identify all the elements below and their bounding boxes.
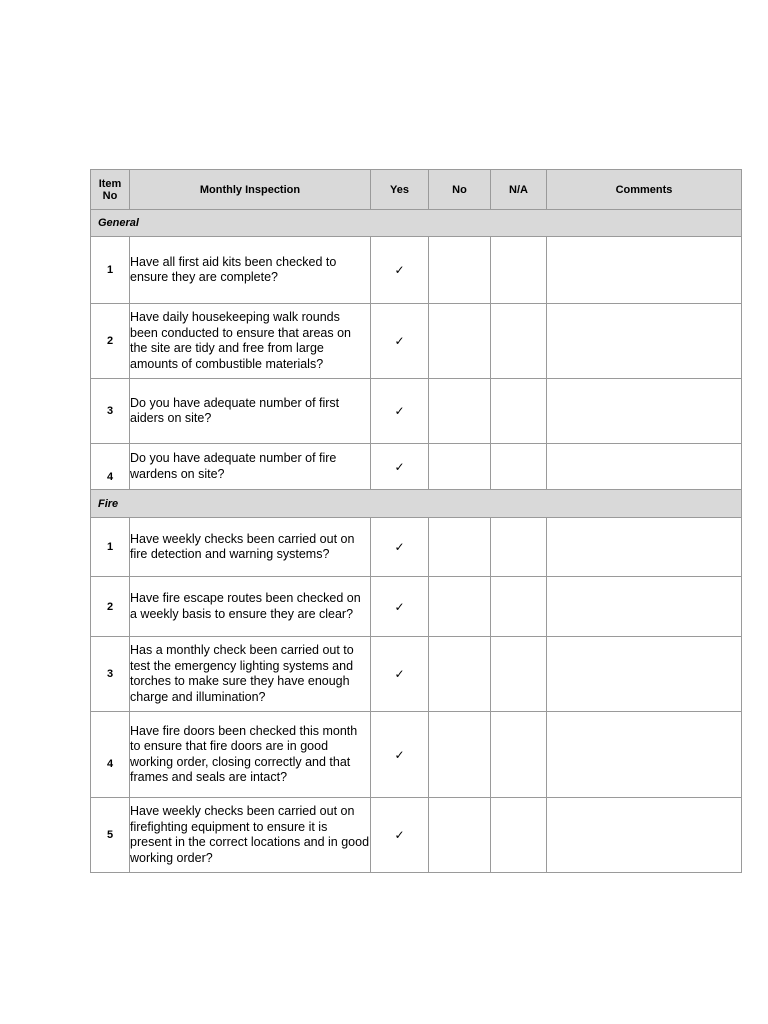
table-row (91, 304, 742, 379)
table-row (91, 518, 742, 577)
item-number: 4 (91, 712, 130, 798)
table-row (91, 444, 742, 490)
inspection-question: Have daily housekeeping walk rounds been conducted to ensure that areas on the site are tidy and free from large amounts of combustible materials? (130, 304, 371, 379)
yes-cell[interactable]: ✓ (371, 444, 429, 490)
section-title: General (91, 210, 742, 237)
item-number: 3 (91, 379, 130, 444)
yes-cell[interactable]: ✓ (371, 379, 429, 444)
inspection-question: Have fire escape routes been checked on a weekly basis to ensure they are clear? (130, 577, 371, 637)
no-cell[interactable] (429, 379, 491, 444)
na-cell[interactable] (491, 798, 547, 873)
comments-cell[interactable] (547, 379, 742, 444)
yes-cell[interactable]: ✓ (371, 518, 429, 577)
inspection-question: Do you have adequate number of fire wardens on site? (130, 444, 371, 490)
no-cell[interactable] (429, 637, 491, 712)
item-number: 2 (91, 577, 130, 637)
na-cell[interactable] (491, 518, 547, 577)
yes-cell[interactable]: ✓ (371, 237, 429, 304)
yes-cell[interactable]: ✓ (371, 712, 429, 798)
section-general (91, 210, 742, 237)
yes-cell[interactable]: ✓ (371, 304, 429, 379)
na-cell[interactable] (491, 577, 547, 637)
na-cell[interactable] (491, 304, 547, 379)
item-number: 2 (91, 304, 130, 379)
yes-cell[interactable]: ✓ (371, 577, 429, 637)
no-cell[interactable] (429, 237, 491, 304)
no-cell[interactable] (429, 444, 491, 490)
no-cell[interactable] (429, 798, 491, 873)
section-fire (91, 490, 742, 518)
no-cell[interactable] (429, 712, 491, 798)
yes-cell[interactable]: ✓ (371, 798, 429, 873)
item-number: 1 (91, 518, 130, 577)
inspection-question: Has a monthly check been carried out to test the emergency lighting systems and torches to make sure they have enough charge and illumination? (130, 637, 371, 712)
inspection-question: Have fire doors been checked this month to ensure that fire doors are in good working order, closing correctly and that frames and seals are intact? (130, 712, 371, 798)
comments-cell[interactable] (547, 444, 742, 490)
na-cell[interactable] (491, 637, 547, 712)
no-cell[interactable] (429, 304, 491, 379)
na-cell[interactable] (491, 237, 547, 304)
no-cell[interactable] (429, 518, 491, 577)
table-row (91, 577, 742, 637)
table-row (91, 798, 742, 873)
inspection-question: Have weekly checks been carried out on firefighting equipment to ensure it is present in the correct locations and in good working order? (130, 798, 371, 873)
header-monthly-inspection: Monthly Inspection (130, 170, 371, 210)
item-number: 3 (91, 637, 130, 712)
na-cell[interactable] (491, 379, 547, 444)
comments-cell[interactable] (547, 637, 742, 712)
na-cell[interactable] (491, 712, 547, 798)
table-row (91, 712, 742, 798)
comments-cell[interactable] (547, 798, 742, 873)
comments-cell[interactable] (547, 237, 742, 304)
comments-cell[interactable] (547, 518, 742, 577)
table-row (91, 379, 742, 444)
inspection-question: Have all first aid kits been checked to ensure they are complete? (130, 237, 371, 304)
table-row (91, 637, 742, 712)
header-yes: Yes (371, 170, 429, 210)
na-cell[interactable] (491, 444, 547, 490)
header-row (91, 170, 742, 210)
table-row (91, 237, 742, 304)
comments-cell[interactable] (547, 712, 742, 798)
monthly-inspection-table (90, 169, 742, 873)
inspection-question: Have weekly checks been carried out on fire detection and warning systems? (130, 518, 371, 577)
item-number: 5 (91, 798, 130, 873)
header-item-no: Item No (91, 170, 130, 210)
section-title: Fire (91, 490, 742, 518)
no-cell[interactable] (429, 577, 491, 637)
item-number: 1 (91, 237, 130, 304)
comments-cell[interactable] (547, 577, 742, 637)
header-na: N/A (491, 170, 547, 210)
header-no: No (429, 170, 491, 210)
yes-cell[interactable]: ✓ (371, 637, 429, 712)
comments-cell[interactable] (547, 304, 742, 379)
item-number: 4 (91, 444, 130, 490)
inspection-question: Do you have adequate number of first aiders on site? (130, 379, 371, 444)
header-comments: Comments (547, 170, 742, 210)
